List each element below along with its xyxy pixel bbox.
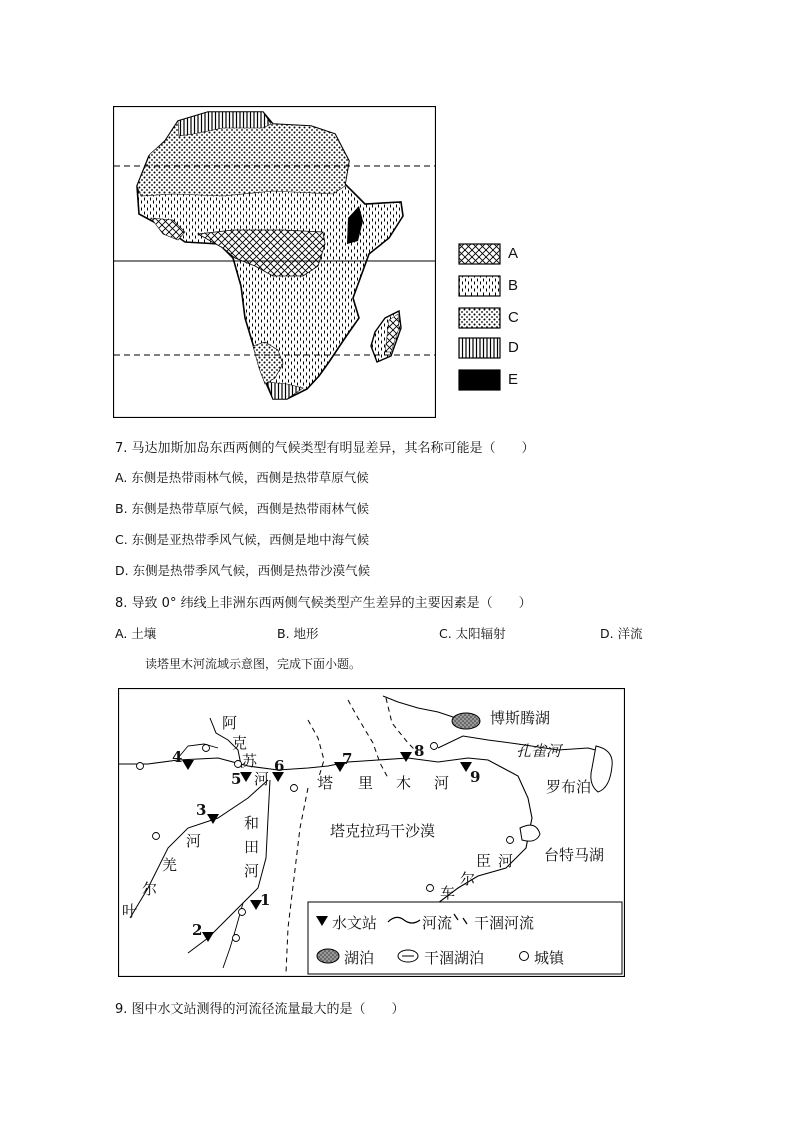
legend-label-a: A: [508, 245, 519, 262]
label-tarim-1: 塔: [318, 774, 334, 792]
q8-option-c[interactable]: C. 太阳辐射: [439, 626, 506, 641]
legend-dry-lake-label: 干涸湖泊: [424, 949, 485, 967]
legend-lake-icon: [317, 949, 339, 963]
station-2-label: 2: [192, 921, 203, 939]
station-7-label: 7: [342, 750, 353, 768]
label-qarqan-1: 车: [440, 884, 456, 902]
label-yarkand-4: 叶: [122, 902, 138, 920]
q7-option-b[interactable]: B. 东侧是热带草原气候，西侧是热带雨林气候: [115, 501, 370, 516]
q9-stem: 9. 图中水文站测得的河流径流量最大的是（ ）: [115, 1002, 405, 1017]
reading-intro: 读塔里木河流域示意图，完成下面小题。: [145, 657, 362, 671]
label-yarkand-1: 河: [186, 832, 202, 850]
label-kongque-river: 孔雀河: [516, 742, 562, 760]
q7-option-a[interactable]: A. 东侧是热带雨林气候，西侧是热带草原气候: [115, 470, 369, 485]
label-hotan-1: 和: [244, 814, 260, 832]
africa-legend: [458, 243, 558, 393]
station-9-label: 9: [470, 768, 481, 786]
legend-station-label: 水文站: [332, 914, 378, 932]
station-1-label: 1: [260, 891, 271, 909]
legend-swatch-b: [459, 276, 500, 296]
label-aksu-3: 苏: [242, 752, 258, 770]
label-desert: 塔克拉玛干沙漠: [330, 822, 436, 840]
legend-label-d: D: [508, 339, 519, 356]
label-hotan-2: 田: [244, 838, 260, 856]
label-yarkand-3: 尔: [142, 880, 158, 898]
legend-label-b: B: [508, 277, 519, 294]
label-hotan-3: 河: [244, 862, 260, 880]
q7-option-c[interactable]: C. 东侧是亚热带季风气候，西侧是地中海气候: [115, 532, 370, 547]
legend-swatches: [458, 243, 502, 393]
station-8-label: 8: [414, 742, 425, 760]
label-qarqan-2: 尔: [460, 870, 476, 888]
q8-option-a[interactable]: A. 土壤: [115, 626, 157, 641]
q8-option-b[interactable]: B. 地形: [277, 626, 319, 641]
africa-map-svg: [113, 106, 436, 418]
taitema-dry-lake: [520, 825, 540, 841]
bosten-lake: [452, 713, 480, 729]
legend-swatch-c: [459, 308, 500, 328]
legend-swatch-e: [459, 370, 500, 390]
legend-label-e: E: [508, 371, 519, 388]
label-tarim-2: 里: [358, 774, 374, 792]
label-tarim-3: 木: [396, 774, 412, 792]
legend-label-c: C: [508, 309, 519, 326]
label-aksu-2: 克: [232, 734, 248, 752]
station-4-label: 4: [172, 748, 183, 766]
q7-stem: 7. 马达加斯加岛东西两侧的气候类型有明显差异，其名称可能是（ ）: [115, 441, 535, 456]
q8-stem: 8. 导致 0° 纬线上非洲东西两侧气候类型产生差异的主要因素是（ ）: [115, 596, 532, 611]
legend-town-icon: [520, 952, 529, 961]
legend-swatch-a: [459, 244, 500, 264]
station-3-label: 3: [196, 801, 207, 819]
legend-swatch-d: [459, 338, 500, 358]
tarim-river-map: [118, 688, 625, 977]
legend-lake-label: 湖泊: [344, 949, 375, 967]
station-6-label: 6: [274, 757, 285, 775]
label-bosten-lake: 博斯腾湖: [490, 709, 551, 727]
label-qarqan-3: 臣: [476, 852, 492, 870]
label-lop-nur: 罗布泊: [546, 778, 592, 796]
label-aksu-4: 河: [254, 770, 270, 788]
legend-river-label: 河流: [422, 914, 453, 932]
station-5-label: 5: [231, 770, 242, 788]
label-taitema-lake: 台特马湖: [544, 846, 605, 864]
label-yarkand-2: 羌: [162, 856, 178, 874]
label-aksu-1: 阿: [222, 714, 238, 732]
q7-option-d[interactable]: D. 东侧是热带季风气候，西侧是热带沙漠气候: [115, 563, 371, 578]
label-qarqan-4: 河: [498, 852, 514, 870]
q8-option-d[interactable]: D. 洋流: [600, 626, 643, 641]
africa-climate-map: [113, 106, 436, 418]
label-tarim-4: 河: [434, 774, 450, 792]
legend-dry-river-label: 干涸河流: [474, 914, 535, 932]
legend-town-label: 城镇: [534, 949, 565, 967]
